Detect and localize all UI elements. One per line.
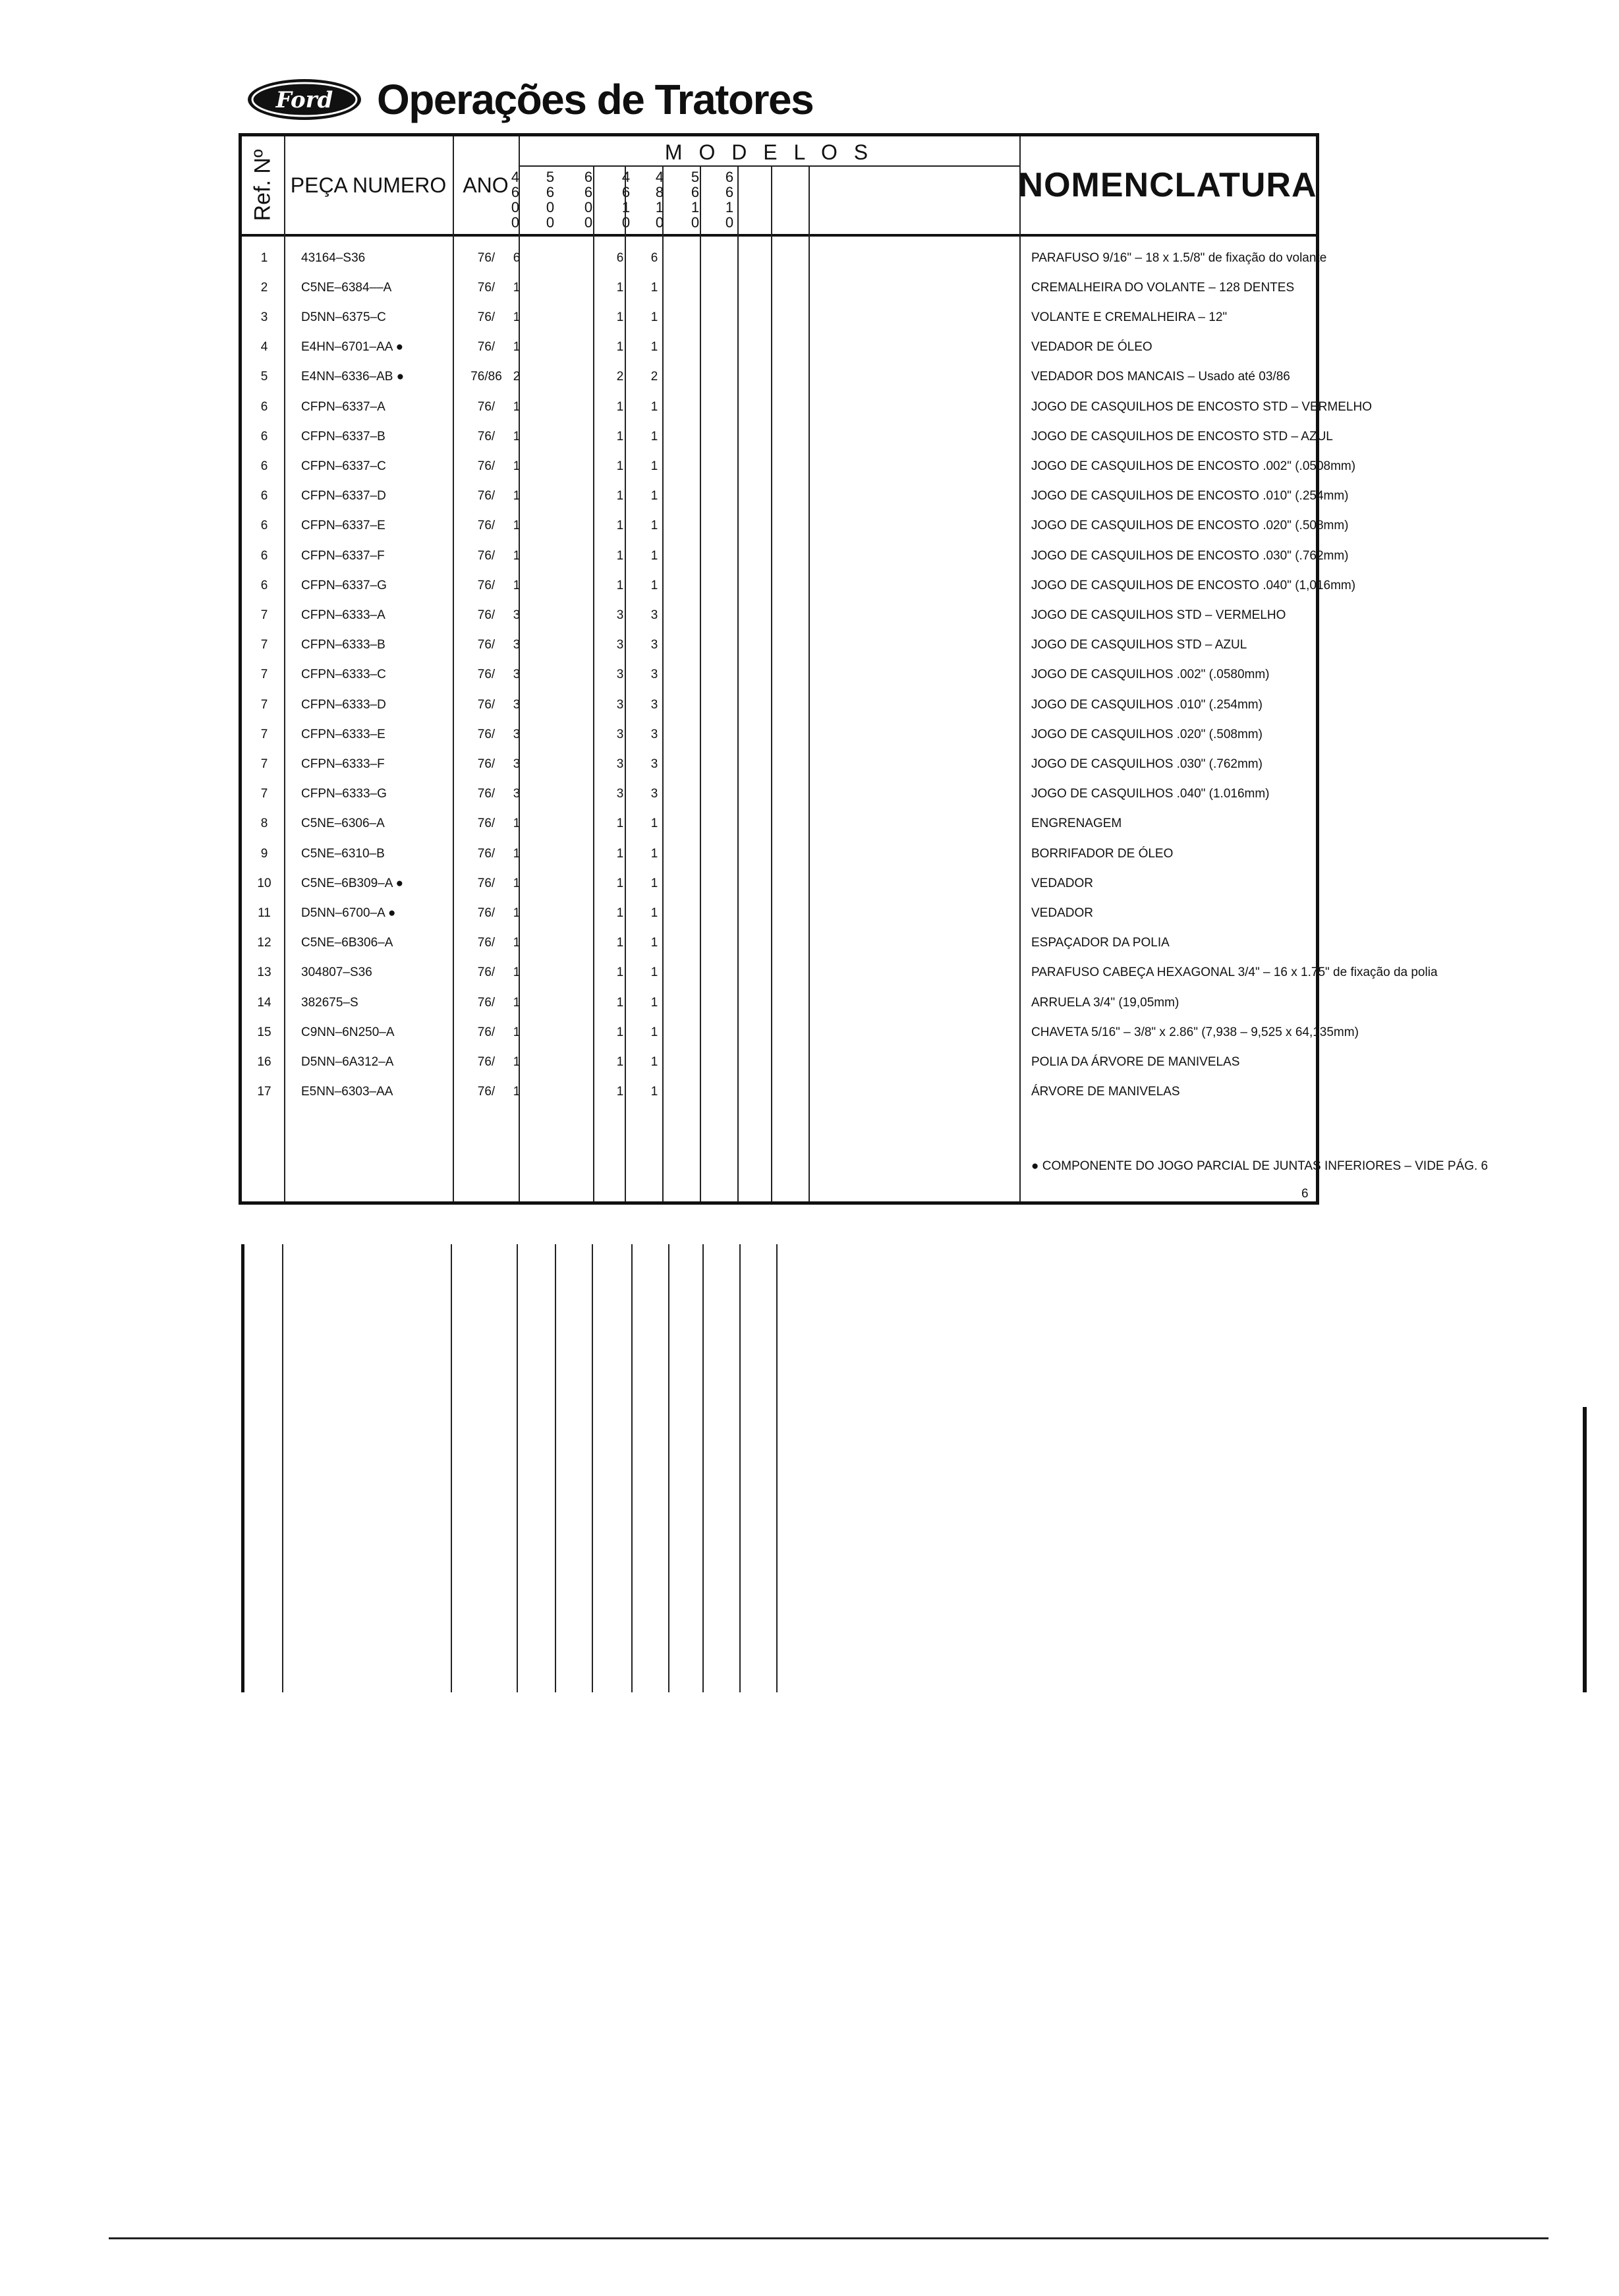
cell-qty: 1 [616,280,624,295]
cell-qty: 1 [616,1025,624,1039]
cell-qty: 1 [650,995,658,1010]
cell-qty: 3 [616,727,624,741]
cell-year: 76/ [477,399,496,414]
cell-ref: 7 [260,638,268,652]
lower-column-rule [241,1244,244,1692]
cell-qty: 1 [650,905,658,920]
col-ref-header: Ref. Nº [250,149,275,221]
cell-ref: 16 [257,1054,271,1069]
cell-part: C9NN–6N250–A [301,1025,395,1039]
cell-description: JOGO DE CASQUILHOS .002" (.0580mm) [1031,668,1270,682]
table-row [242,839,1316,869]
cell-qty: 1 [513,876,521,890]
table-row [242,690,1316,720]
cell-qty: 1 [650,548,658,563]
cell-year: 76/ [477,310,496,324]
lower-column-rule [451,1244,452,1692]
cell-ref: 7 [260,668,268,682]
cell-qty: 2 [616,370,624,384]
table-row [242,362,1316,392]
cell-qty: 1 [616,429,624,444]
lower-column-rule [517,1244,518,1692]
cell-ref: 7 [260,787,268,801]
cell-year: 76/ [477,757,496,771]
cell-part: CFPN–6333–F [301,757,385,771]
table-row [242,243,1327,273]
cell-qty: 1 [650,1085,658,1099]
table-row [242,1018,1359,1047]
cell-qty: 3 [650,638,658,652]
lower-column-rule [776,1244,778,1692]
cell-qty: 1 [513,280,521,295]
cell-qty: 1 [513,817,521,831]
cell-qty: 1 [513,399,521,414]
cell-year: 76/ [477,668,496,682]
table-row [242,1047,1316,1077]
parts-table [239,133,1489,1205]
cell-qty: 2 [513,370,521,384]
cell-qty: 1 [616,995,624,1010]
cell-qty: 1 [616,876,624,890]
cell-ref: 7 [260,697,268,712]
cell-description: JOGO DE CASQUILHOS DE ENCOSTO .040" (1,016mm) [1031,578,1356,592]
cell-part: CFPN–6333–E [301,727,385,741]
cell-qty: 3 [513,638,521,652]
cell-description: JOGO DE CASQUILHOS DE ENCOSTO .010" (.254mm) [1031,489,1349,503]
cell-qty: 1 [513,1025,521,1039]
cell-ref: 13 [257,965,271,980]
col-nomenclature-header: NOMENCLATURA [1018,166,1317,204]
lower-column-rule [668,1244,669,1692]
col-part-header: PEÇA NUMERO [290,173,447,197]
table-row [242,571,1356,600]
cell-qty: 3 [650,757,658,771]
cell-ref: 6 [260,578,268,592]
cell-ref: 7 [260,608,268,622]
cell-qty: 1 [650,876,658,890]
cell-qty: 3 [513,727,521,741]
cell-year: 76/ [477,519,496,533]
cell-part: CFPN–6333–B [301,638,385,652]
cell-year: 76/ [477,936,496,950]
cell-qty: 1 [513,936,521,950]
cell-qty: 1 [650,965,658,980]
cell-description: JOGO DE CASQUILHOS .020" (.508mm) [1031,727,1263,741]
table-row [242,869,1316,898]
cell-qty: 1 [616,578,624,592]
cell-year: 76/ [477,817,496,831]
model-column-header: 5 6 0 0 [546,169,555,231]
cell-ref: 6 [260,429,268,444]
cell-description: VEDADOR [1031,905,1093,920]
model-column-header: 4 8 1 0 [655,169,664,231]
cell-description: BORRIFADOR DE ÓLEO [1031,846,1174,861]
cell-year: 76/ [477,459,496,473]
cell-qty: 1 [650,280,658,295]
cell-part: CFPN–6337–G [301,578,387,592]
cell-qty: 1 [616,548,624,563]
table-row [242,273,1316,302]
cell-qty: 1 [616,310,624,324]
bottom-rule [109,2237,1548,2239]
cell-qty: 1 [513,340,521,355]
cell-description: CREMALHEIRA DO VOLANTE – 128 DENTES [1031,280,1295,295]
cell-year: 76/ [477,578,496,592]
cell-ref: 8 [260,817,268,831]
cell-year: 76/ [477,846,496,861]
cell-year: 76/ [477,1085,496,1099]
cell-ref: 7 [260,727,268,741]
cell-qty: 1 [650,817,658,831]
table-row [242,451,1356,481]
cell-qty: 1 [513,905,521,920]
table-row [242,482,1349,511]
cell-year: 76/ [477,340,496,355]
cell-part: 304807–S36 [301,965,372,980]
footnote: ● COMPONENTE DO JOGO PARCIAL DE JUNTAS INFERIORES – VIDE PÁG. 6 [1031,1159,1489,1173]
cell-ref: 12 [257,936,271,950]
cell-qty: 1 [513,310,521,324]
cell-part: CFPN–6337–A [301,399,385,414]
cell-ref: 10 [257,876,271,890]
ford-logo-icon [245,76,364,123]
cell-part: 382675–S [301,995,358,1010]
cell-ref: 7 [260,757,268,771]
table-row [242,392,1372,422]
cell-description: ÁRVORE DE MANIVELAS [1031,1085,1180,1099]
cell-qty: 1 [616,459,624,473]
lower-column-rule [739,1244,741,1692]
cell-year: 76/ [477,965,496,980]
cell-description: JOGO DE CASQUILHOS .030" (.762mm) [1031,757,1263,771]
cell-description: ARRUELA 3/4" (19,05mm) [1031,995,1179,1010]
table-row [242,302,1316,332]
cell-part: CFPN–6337–C [301,459,386,473]
cell-year: 76/ [477,608,496,622]
cell-part: E4HN–6701–AA ● [301,340,404,355]
cell-description: POLIA DA ÁRVORE DE MANIVELAS [1031,1054,1240,1069]
cell-qty: 1 [650,489,658,503]
cell-qty: 3 [650,668,658,682]
table-header [242,136,1316,237]
col-year-header: ANO [463,173,509,197]
cell-qty: 3 [616,757,624,771]
table-row [242,1077,1316,1107]
table-row [242,511,1349,541]
cell-ref: 6 [260,519,268,533]
cell-year: 76/ [477,995,496,1010]
cell-qty: 1 [650,578,658,592]
cell-qty: 3 [650,697,658,712]
models-title: M O D E L O S [664,140,874,164]
cell-qty: 1 [513,965,521,980]
cell-qty: 2 [650,370,658,384]
cell-qty: 1 [616,340,624,355]
brand-text: Ford [275,87,333,113]
cell-description: JOGO DE CASQUILHOS .010" (.254mm) [1031,697,1263,712]
cell-qty: 1 [513,846,521,861]
cell-qty: 1 [650,936,658,950]
cell-ref: 17 [257,1085,271,1099]
cell-part: C5NE–6B309–A ● [301,876,404,890]
table-row [242,929,1316,958]
table-row [242,333,1316,362]
model-column-header: 6 6 1 0 [725,169,734,231]
page-header [245,71,813,128]
cell-year: 76/ [477,250,496,265]
table-row [242,988,1316,1018]
lower-column-rule [631,1244,633,1692]
cell-year: 76/ [477,697,496,712]
cell-qty: 1 [616,399,624,414]
cell-description: JOGO DE CASQUILHOS .040" (1.016mm) [1031,787,1270,801]
cell-qty: 1 [513,578,521,592]
cell-description: VEDADOR DOS MANCAIS – Usado até 03/86 [1031,370,1290,384]
cell-qty: 1 [513,1054,521,1069]
cell-qty: 1 [616,519,624,533]
cell-description: JOGO DE CASQUILHOS DE ENCOSTO STD – AZUL [1031,429,1333,444]
cell-year: 76/ [477,727,496,741]
cell-part: CFPN–6337–F [301,548,385,563]
cell-qty: 3 [650,608,658,622]
table-row [242,541,1349,571]
cell-qty: 1 [650,399,658,414]
cell-part: D5NN–6375–C [301,310,386,324]
lower-column-rule [555,1244,556,1692]
cell-qty: 1 [513,995,521,1010]
cell-description: CHAVETA 5/16" – 3/8" x 2.86" (7,938 – 9,525 x 64,135mm) [1031,1025,1359,1039]
cell-description: JOGO DE CASQUILHOS STD – AZUL [1031,638,1247,652]
cell-qty: 1 [616,1054,624,1069]
cell-qty: 3 [513,668,521,682]
table-row [242,660,1316,690]
cell-ref: 3 [260,310,268,324]
cell-qty: 3 [513,608,521,622]
cell-ref: 2 [260,280,268,295]
cell-ref: 1 [260,250,268,265]
cell-description: JOGO DE CASQUILHOS DE ENCOSTO .030" (.762mm) [1031,548,1349,563]
cell-qty: 3 [650,787,658,801]
cell-qty: 1 [616,489,624,503]
cell-qty: 1 [513,429,521,444]
cell-year: 76/ [477,489,496,503]
cell-ref: 5 [260,370,268,384]
cell-part: CFPN–6337–B [301,429,385,444]
cell-qty: 1 [513,548,521,563]
cell-qty: 1 [650,459,658,473]
cell-ref: 15 [257,1025,271,1039]
cell-part: C5NE–6306–A [301,817,385,831]
cell-qty: 6 [513,250,521,265]
cell-qty: 1 [650,429,658,444]
cell-year: 76/ [477,638,496,652]
right-margin-bar [1583,1407,1587,1692]
table-row [242,780,1316,809]
cell-qty: 1 [513,489,521,503]
cell-description: PARAFUSO CABEÇA HEXAGONAL 3/4" – 16 x 1.75" de fixação da polia [1031,965,1438,980]
cell-year: 76/ [477,1054,496,1069]
cell-qty: 3 [513,697,521,712]
cell-part: D5NN–6A312–A [301,1054,394,1069]
page-title: Operações de Tratores [377,76,814,123]
cell-qty: 1 [650,340,658,355]
cell-qty: 1 [513,459,521,473]
table-row [242,749,1316,779]
cell-ref: 6 [260,459,268,473]
cell-year: 76/ [477,280,496,295]
model-column-header: 5 6 1 0 [691,169,700,231]
cell-part: CFPN–6337–D [301,489,386,503]
cell-qty: 1 [650,846,658,861]
cell-description: JOGO DE CASQUILHOS DE ENCOSTO .020" (.508mm) [1031,519,1349,533]
cell-qty: 1 [616,936,624,950]
cell-ref: 6 [260,399,268,414]
cell-qty: 1 [513,1085,521,1099]
table-row [242,720,1316,749]
cell-qty: 3 [616,697,624,712]
model-column-header: 4 6 0 0 [511,169,520,231]
cell-part: 43164–S36 [301,250,366,265]
cell-qty: 3 [616,787,624,801]
table-row [242,958,1438,988]
table-row [242,898,1316,928]
cell-ref: 6 [260,489,268,503]
cell-year: 76/86 [470,370,502,384]
cell-ref: 9 [260,846,268,861]
table-row [242,631,1316,660]
cell-qty: 3 [616,638,624,652]
cell-qty: 1 [650,1025,658,1039]
cell-qty: 3 [650,727,658,741]
cell-description: PARAFUSO 9/16" – 18 x 1.5/8" de fixação do volante [1031,250,1327,265]
cell-part: CFPN–6333–D [301,697,386,712]
cell-year: 76/ [477,876,496,890]
cell-qty: 3 [513,757,521,771]
cell-part: D5NN–6700–A ● [301,905,396,920]
cell-part: CFPN–6333–G [301,787,387,801]
cell-qty: 1 [513,519,521,533]
cell-year: 76/ [477,548,496,563]
page-number: 6 [1301,1187,1309,1201]
cell-qty: 3 [616,668,624,682]
cell-part: CFPN–6333–A [301,608,385,622]
cell-ref: 4 [260,340,268,355]
cell-description: VOLANTE E CREMALHEIRA – 12" [1031,310,1228,324]
cell-description: VEDADOR [1031,876,1093,890]
cell-qty: 1 [616,846,624,861]
cell-qty: 3 [616,608,624,622]
cell-description: JOGO DE CASQUILHOS DE ENCOSTO .002" (.0508mm) [1031,459,1356,473]
model-column-header: 6 6 0 0 [584,169,593,231]
cell-part: CFPN–6333–C [301,668,386,682]
cell-qty: 6 [650,250,658,265]
cell-qty: 1 [650,1054,658,1069]
cell-description: VEDADOR DE ÓLEO [1031,340,1152,355]
cell-qty: 1 [650,519,658,533]
lower-column-rule [592,1244,593,1692]
cell-ref: 6 [260,548,268,563]
cell-description: JOGO DE CASQUILHOS STD – VERMELHO [1031,608,1286,622]
cell-qty: 1 [616,965,624,980]
lower-column-rule [282,1244,283,1692]
table-row [242,422,1333,451]
cell-qty: 1 [616,817,624,831]
cell-qty: 6 [616,250,624,265]
cell-year: 76/ [477,429,496,444]
cell-part: E4NN–6336–AB ● [301,370,405,384]
cell-part: C5NE–6384––A [301,280,392,295]
cell-year: 76/ [477,1025,496,1039]
cell-year: 76/ [477,787,496,801]
cell-qty: 1 [650,310,658,324]
cell-ref: 11 [258,905,271,920]
cell-part: C5NE–6B306–A [301,936,393,950]
cell-part: CFPN–6337–E [301,519,385,533]
cell-year: 76/ [477,905,496,920]
table-row [242,809,1316,839]
cell-description: JOGO DE CASQUILHOS DE ENCOSTO STD – VERMELHO [1031,399,1372,414]
lower-column-rule [702,1244,704,1692]
cell-part: C5NE–6310–B [301,846,385,861]
cell-qty: 1 [616,1085,624,1099]
cell-description: ENGRENAGEM [1031,817,1122,831]
cell-qty: 1 [616,905,624,920]
table-row [242,600,1316,630]
cell-ref: 14 [257,995,271,1010]
cell-qty: 3 [513,787,521,801]
cell-part: E5NN–6303–AA [301,1085,393,1099]
cell-description: ESPAÇADOR DA POLIA [1031,936,1170,950]
model-column-header: 4 6 1 0 [621,169,631,231]
